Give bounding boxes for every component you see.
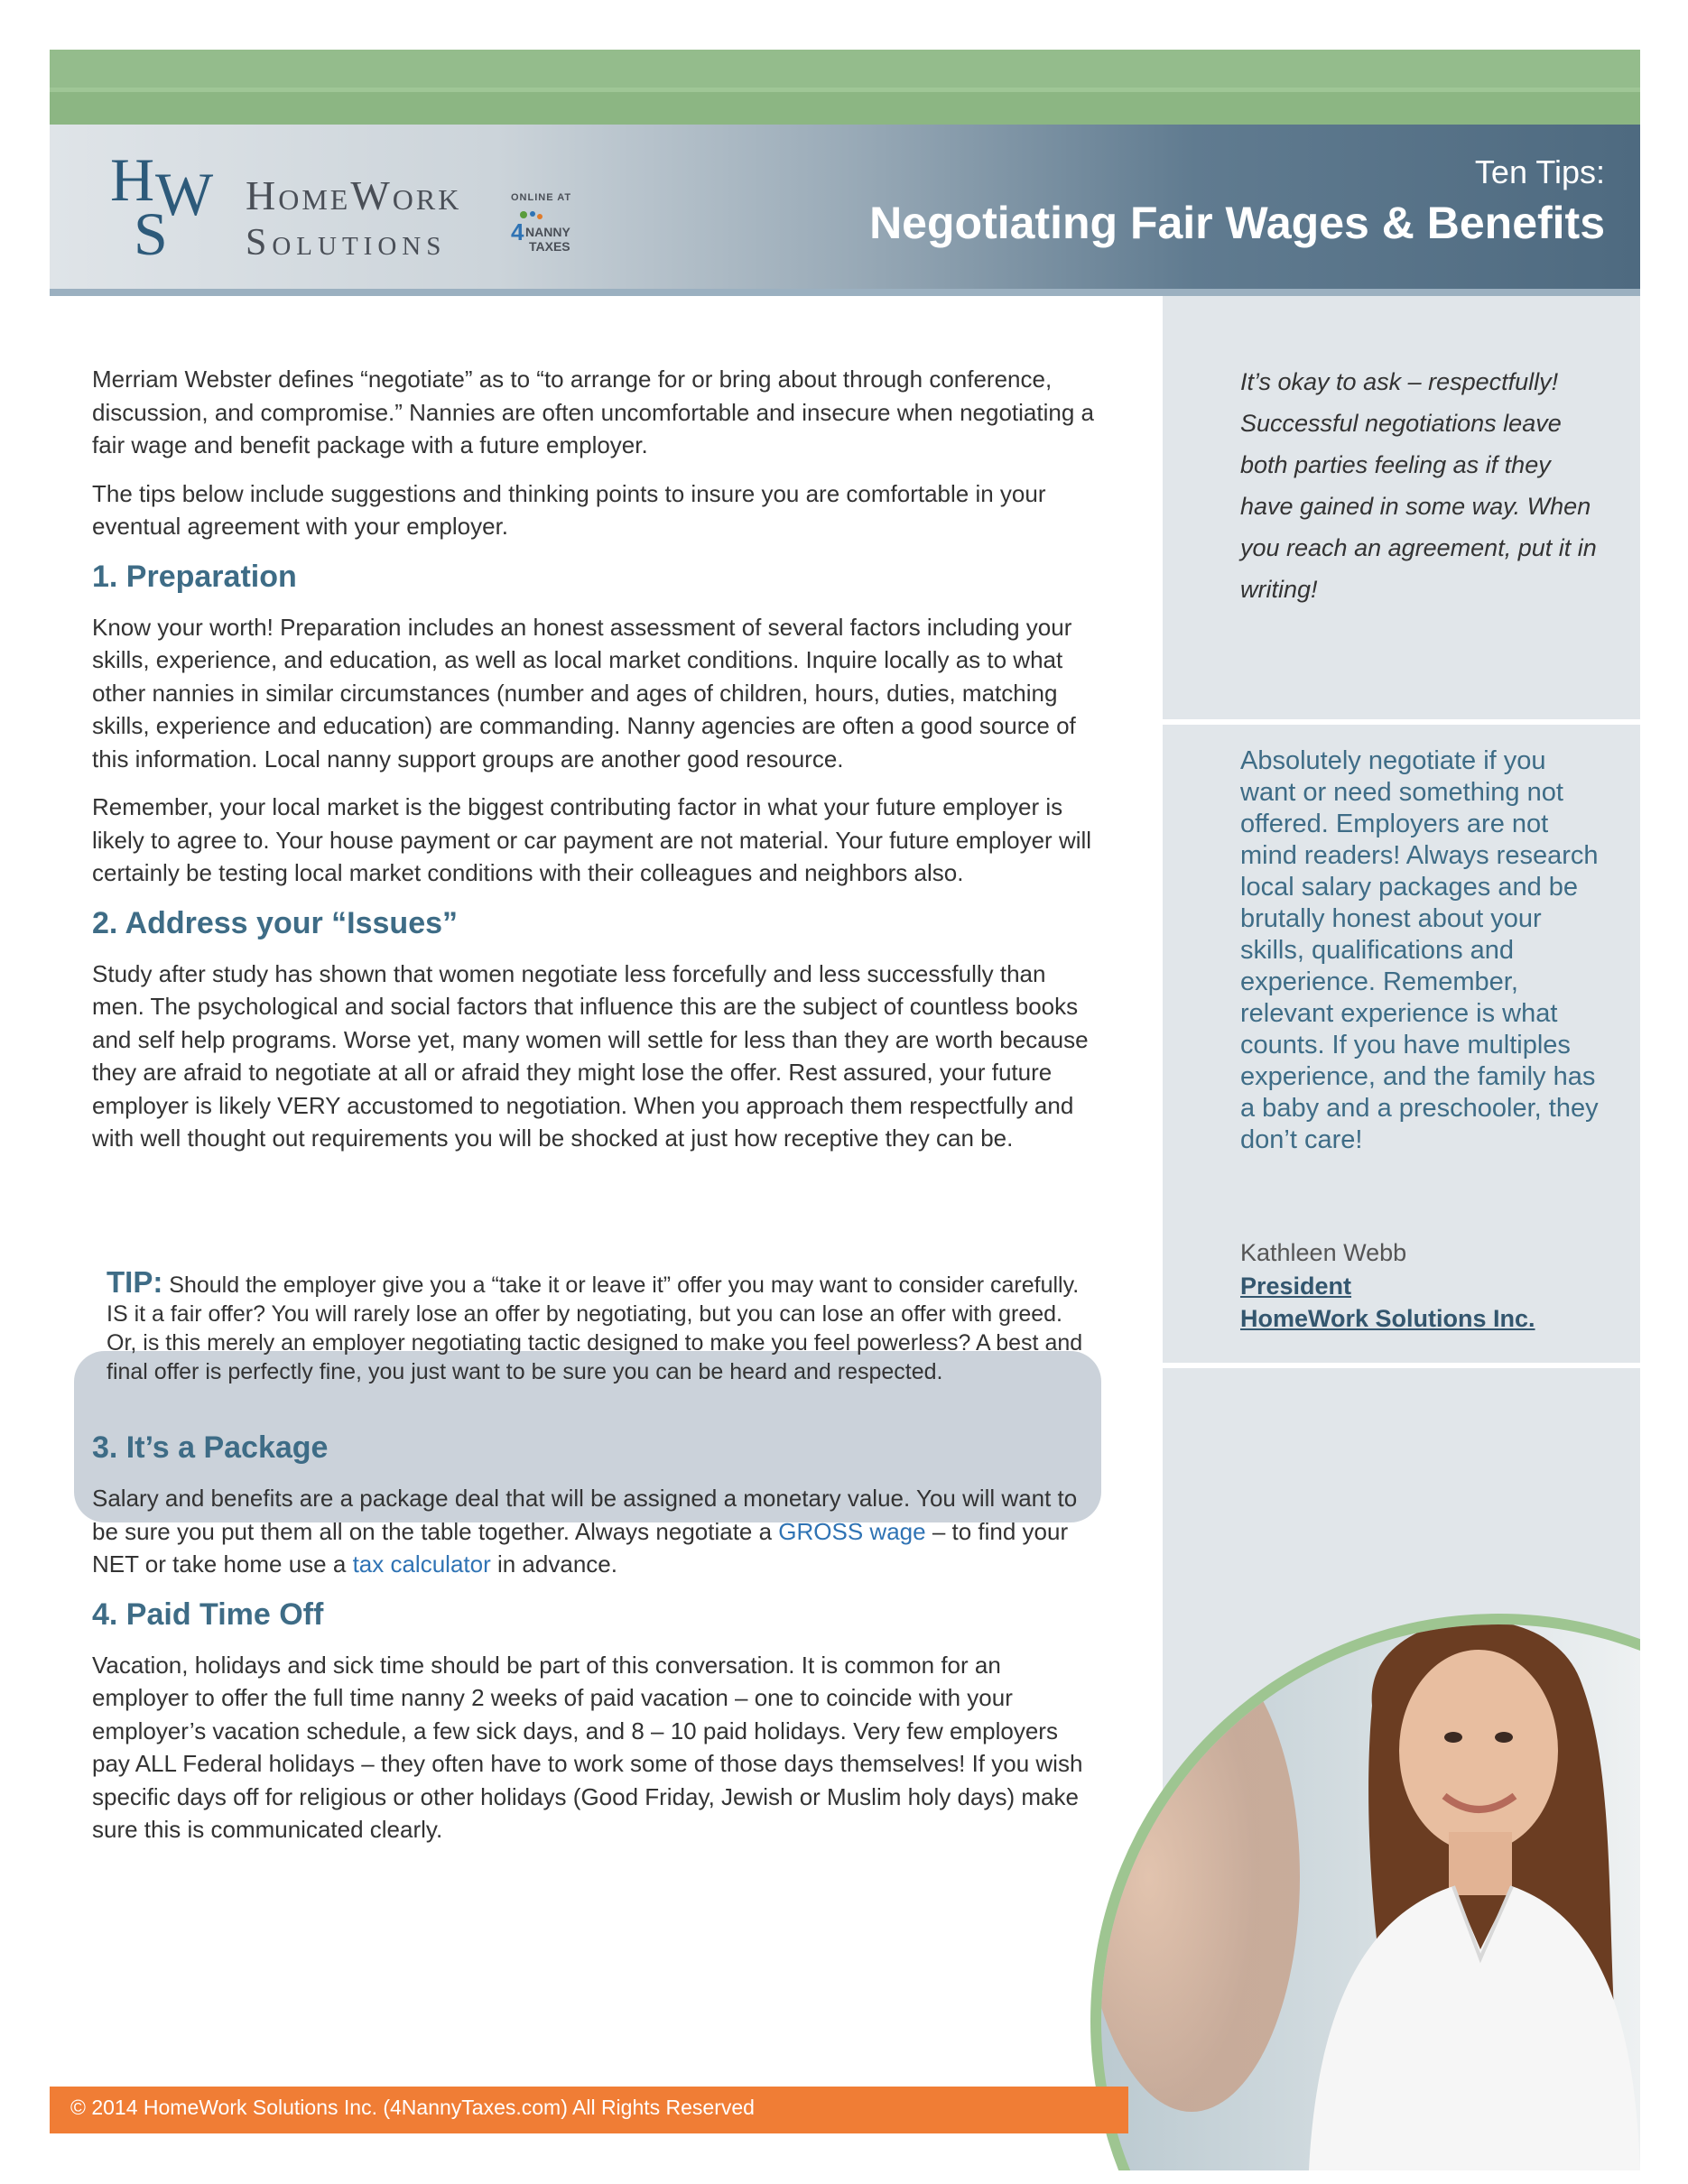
section-heading-preparation: 1. Preparation <box>92 559 297 594</box>
header-title: Negotiating Fair Wages & Benefits <box>869 198 1605 248</box>
signature-company-link[interactable]: HomeWork Solutions Inc. <box>1240 1305 1535 1332</box>
logo-word-homework: HomeWork <box>246 172 462 218</box>
signature-title-link[interactable]: President <box>1240 1272 1352 1300</box>
main-content-lower <box>92 1430 1103 1862</box>
sidebar-divider <box>1163 1363 1640 1368</box>
tip-text: Should the employer give you a “take it or leave it” offer you may want to consider carefully. IS it a fair offer? You will rarely lose an offer by negotiating, but you can lose an offer with greed. Or, is this merely an employer negotiating tactic designed to make you feel powerless? A best and final offer is perfectly fine, you just want to be sure you can be heard and respected. <box>107 1272 1083 1384</box>
gross-wage-link[interactable]: GROSS wage <box>778 1517 926 1545</box>
logo-nanny-text: NANNY <box>525 225 570 239</box>
intro-paragraph: Merriam Webster defines “negotiate” as to “to arrange for or bring about through conference, discussion, and compromise.” Nannies are often uncomfortable and insecure when negotiating a fair wage and benefit package with a future employer. <box>92 366 1094 458</box>
sidebar-divider <box>1163 719 1640 725</box>
header-green-band <box>50 50 1640 88</box>
logo-online-at: ONLINE AT <box>511 192 572 203</box>
signature-name: Kathleen Webb <box>1240 1239 1407 1266</box>
sidebar-quote-ask: It’s okay to ask – respectfully! Successful negotiations leave both parties feeling as if they have gained in some way. When you reach an agreement, put it in writing! <box>1240 368 1597 603</box>
section-heading-issues: 2. Address your “Issues” <box>92 905 459 940</box>
preparation-paragraph: Remember, your local market is the biggest contributing factor in what your future employer is likely to agree to. Your house payment or car payment are not material. Your future employer will certainly be testing local market conditions with their colleagues and neighbors also. <box>92 793 1092 886</box>
main-content <box>92 363 1103 1171</box>
tax-calculator-link[interactable]: tax calculator <box>352 1550 491 1578</box>
svg-text:H: H <box>110 145 155 214</box>
nanny-photo <box>1074 1570 1640 2170</box>
preparation-paragraph: Know your worth! Preparation includes an honest assessment of several factors including your skills, experience, and education, as well as local market conditions. Inquire locally as to what other nannies in similar circumstances (number and ages of children, hours, duties, matching skills, experience and education) are commanding. Nanny agencies are often a good source of this information. Local nanny support groups are another good resource. <box>92 613 1076 773</box>
svg-text:S: S <box>134 199 168 260</box>
svg-text:W: W <box>155 160 214 228</box>
intro-paragraph: The tips below include suggestions and thinking points to insure you are comfortable in your eventual agreement with your employer. <box>92 479 1046 540</box>
issues-paragraph: Study after study has shown that women negotiate less forcefully and less successfully than men. The psychological and social factors that influence this are the subject of countless books and self help programs. Worse yet, many women will settle for less than they are worth because they are afraid to negotiate at all or afraid they might lose the offer. Rest assured, your future employer is likely VERY accustomed to negotiation. When you approach them respectfully and with well thought out requirements you will be shocked at just how receptive they can be. <box>92 959 1089 1152</box>
logo-taxes-text: TAXES <box>529 239 570 254</box>
header-underline <box>50 289 1640 296</box>
package-text: in advance. <box>490 1550 617 1578</box>
package-paragraph <box>92 1482 1103 1581</box>
footer-copyright: © 2014 HomeWork Solutions Inc. (4NannyTaxes.com) All Rights Reserved <box>70 2096 755 2119</box>
logo-word-solutions: Solutions <box>246 222 447 264</box>
tip-callout <box>107 1265 1092 1386</box>
package-text: – to find your NET or take home use a <box>92 1517 1069 1578</box>
section-heading-package: 3. It’s a Package <box>92 1430 329 1465</box>
hsw-monogram-logo <box>110 143 227 260</box>
package-text: Salary and benefits are a package deal that will be assigned a monetary value. You will want to be sure you put them all on the table together. Always negotiate a <box>92 1485 1078 1545</box>
tip-label: TIP: <box>107 1265 163 1299</box>
logo-4nannytaxes <box>511 209 583 258</box>
paid-time-off-paragraph: Vacation, holidays and sick time should be part of this conversation. It is common for an employer to offer the full time nanny 2 weeks of paid vacation – one to coincide with your employer’s vacation schedule, a few sick days, and 8 – 10 paid holidays. Very few employers pay ALL Federal holidays – they often have to work some of those days themselves! If you wish specific days off for religious or other holidays (Good Friday, Jewish or Muslim holy days) make sure this is communicated clearly. <box>92 1651 1083 1843</box>
nanny-taxes-person-icon <box>511 209 583 258</box>
sidebar-quote-negotiate: Absolutely negotiate if you want or need something not offered. Employers are not mind readers! Always research local salary packages and be brutally honest about your skills, qualifications and experience. Remember, relevant experience is what counts. If you have multiples experience, and the family has a baby and a preschooler, they don’t care! <box>1240 746 1599 1154</box>
logo-number: 4 <box>511 218 524 245</box>
header-subtitle: Ten Tips: <box>1474 153 1605 190</box>
section-heading-paid-time-off: 4. Paid Time Off <box>92 1596 324 1632</box>
header-green-band-lower <box>50 92 1640 125</box>
